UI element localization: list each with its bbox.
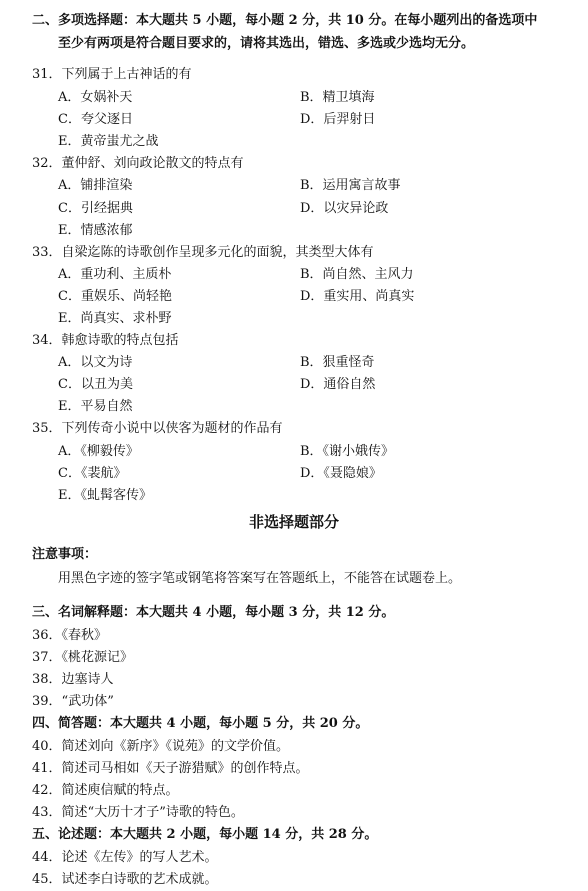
question-36: 36．《春秋》 — [32, 628, 108, 643]
question-31-option-a: A．女娲补天 — [58, 90, 133, 105]
question-31-stem: 31．下列属于上古神话的有 — [32, 67, 192, 82]
question-33-option-c: C．重娱乐、尚轻艳 — [58, 289, 172, 304]
question-32-stem: 32．董仲舒、刘向政论散文的特点有 — [32, 156, 244, 171]
section-header-essay: 五、论述题：本大题共 2 小题，每小题 14 分，共 28 分。 — [32, 827, 378, 842]
question-34-option-e: E．平易自然 — [58, 399, 133, 414]
question-34-option-a: A．以文为诗 — [58, 355, 133, 370]
question-41: 41．简述司马相如《天子游猎赋》的创作特点。 — [32, 761, 309, 776]
question-45: 45．试述李白诗歌的艺术成就。 — [32, 872, 218, 887]
question-33-option-a: A．重功利、主质朴 — [58, 267, 172, 282]
question-31-option-b: B．精卫填海 — [300, 90, 375, 105]
question-35-option-b: B．《谢小娥传》 — [300, 444, 395, 459]
question-32-option-c: C．引经据典 — [58, 201, 133, 216]
section-header-multi-line1: 二、多项选择题：本大题共 5 小题，每小题 2 分，共 10 分。在每小题列出的备选项中 — [32, 13, 538, 28]
question-35-option-d: D．《聂隐娘》 — [300, 466, 382, 481]
question-37: 37．《桃花源记》 — [32, 650, 134, 665]
question-34-option-c: C．以丑为美 — [58, 377, 133, 392]
question-39: 39．“武功体” — [32, 694, 114, 709]
question-33-option-b: B．尚自然、主风力 — [300, 267, 414, 282]
question-31-option-d: D．后羿射日 — [300, 112, 376, 127]
notice-text: 用黑色字迹的签字笔或钢笔将答案写在答题纸上，不能答在试题卷上。 — [58, 571, 462, 586]
question-34-option-b: B．狠重怪奇 — [300, 355, 375, 370]
question-42: 42．简述庾信赋的特点。 — [32, 783, 179, 798]
question-32-option-d: D．以灾异论政 — [300, 201, 389, 216]
question-34-option-d: D．通俗自然 — [300, 377, 376, 392]
section-header-terms: 三、名词解释题：本大题共 4 小题，每小题 3 分，共 12 分。 — [32, 605, 395, 620]
question-43: 43．简述“大历十才子”诗歌的特色。 — [32, 805, 244, 820]
question-38: 38．边塞诗人 — [32, 672, 114, 687]
notice-label: 注意事项： — [32, 547, 98, 562]
question-33-stem: 33．自梁迄陈的诗歌创作呈现多元化的面貌，其类型大体有 — [32, 245, 374, 260]
question-35-option-e: E．《虬髯客传》 — [58, 488, 152, 503]
question-31-option-e: E．黄帝蚩尤之战 — [58, 134, 159, 149]
question-33-option-d: D．重实用、尚真实 — [300, 289, 415, 304]
question-31-option-c: C．夸父逐日 — [58, 112, 133, 127]
section-header-multi-line2: 至少有两项是符合题目要求的，请将其选出，错选、多选或少选均无分。 — [58, 36, 475, 51]
question-44: 44．论述《左传》的写人艺术。 — [32, 850, 218, 865]
question-40: 40．简述刘向《新序》《说苑》的文学价值。 — [32, 739, 290, 754]
section-header-short: 四、简答题：本大题共 4 小题，每小题 5 分，共 20 分。 — [32, 716, 369, 731]
question-33-option-e: E．尚真实、求朴野 — [58, 311, 172, 326]
question-32-option-e: E．情感浓郁 — [58, 223, 133, 238]
question-35-option-a: A．《柳毅传》 — [58, 444, 139, 459]
question-34-stem: 34．韩愈诗歌的特点包括 — [32, 333, 179, 348]
question-35-stem: 35．下列传奇小说中以侠客为题材的作品有 — [32, 421, 283, 436]
nonchoice-title: 非选择题部分 — [248, 513, 339, 531]
question-32-option-a: A．铺排渲染 — [58, 178, 133, 193]
question-35-option-c: C．《裴航》 — [58, 466, 127, 481]
question-32-option-b: B．运用寓言故事 — [300, 178, 401, 193]
